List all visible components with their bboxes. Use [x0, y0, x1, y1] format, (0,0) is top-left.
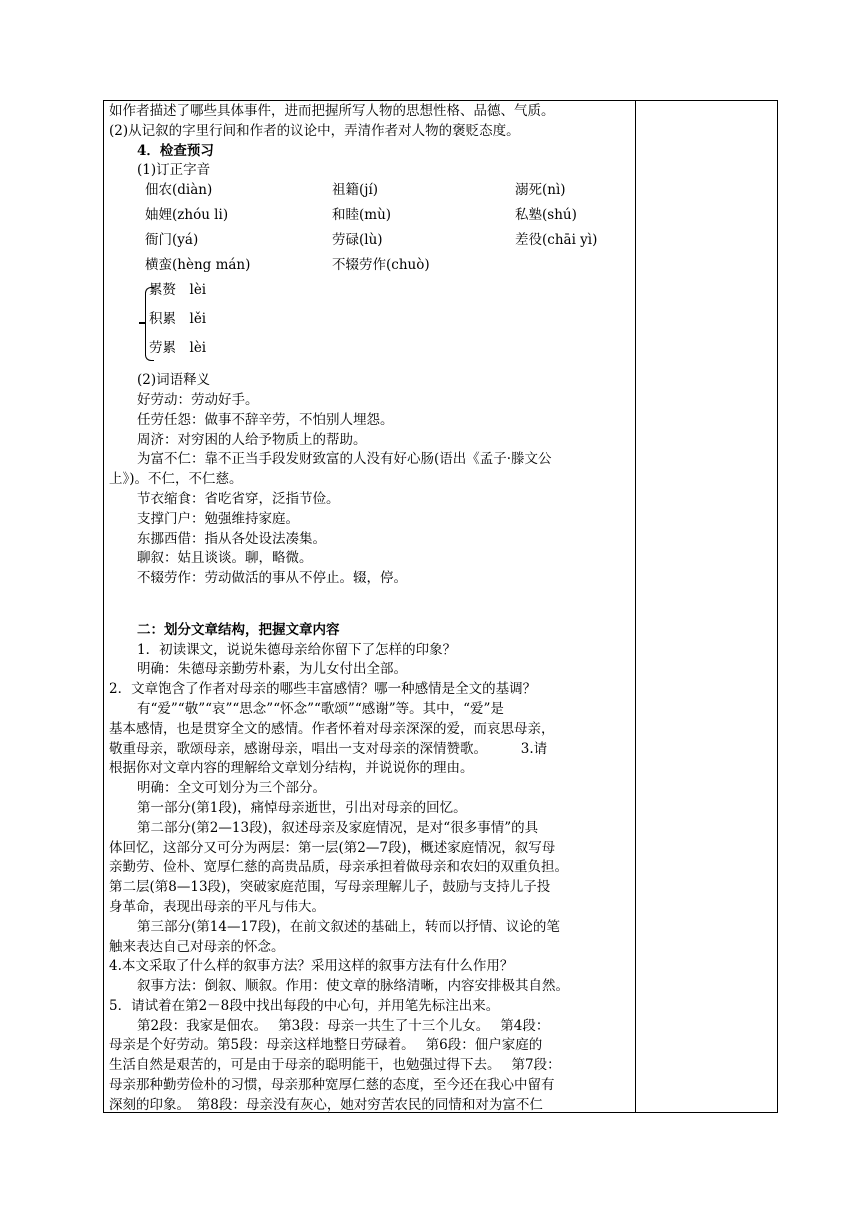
definition: 聊叙：姑且谈谈。聊，略微。 — [137, 550, 313, 567]
definition: 东挪西借：指从各处设法凑集。 — [137, 530, 326, 547]
text-line: 母亲是个好劳动。第5段：母亲这样地整日劳碌着。 第6段：佃户家庭的 — [109, 1037, 543, 1054]
pinyin-row — [109, 231, 629, 256]
polyphone-item: 积累 lěi — [149, 311, 207, 328]
text-line: (2)从记叙的字里行间和作者的议论中，弄清作者对人物的褒贬态度。 — [109, 122, 520, 139]
text-line: 4.本文采取了什么样的叙事方法？采用这样的叙事方法有什么作用？ — [109, 958, 514, 975]
polyphone-group — [109, 281, 629, 371]
text-line: 基本感情，也是贯穿全文的感情。作者怀着对母亲深深的爱，而哀思母亲， — [109, 720, 555, 737]
text-line: 母亲那种勤劳俭朴的习惯，母亲那种宽厚仁慈的态度，至今还在我心中留有 — [109, 1077, 555, 1094]
pinyin-row — [109, 206, 629, 231]
definition: 好劳动：劳动好手。 — [137, 391, 259, 408]
table-column-divider — [635, 100, 636, 1113]
pinyin-row — [109, 181, 629, 206]
pinyin-item: 祖籍(jí) — [332, 182, 379, 199]
definition: 任劳任怨：做事不辞辛劳，不怕别人埋怨。 — [137, 411, 394, 428]
subheading: (1)订正字音 — [137, 162, 211, 179]
text-line: 第一部分(第1段)，痛悼母亲逝世，引出对母亲的回忆。 — [137, 799, 467, 816]
section-heading: 4．检查预习 — [137, 142, 214, 159]
definition: 周济：对穷困的人给予物质上的帮助。 — [137, 431, 367, 448]
pinyin-item: 佃农(diàn) — [145, 182, 213, 199]
text-line: 亲勤劳、俭朴、宽厚仁慈的高贵品质，母亲承担着做母亲和农妇的双重负担。 — [109, 859, 568, 876]
text-line: 叙事方法：倒叙、顺叙。作用：使文章的脉络清晰，内容安排极其自然。 — [137, 978, 569, 995]
text-line: 第三部分(第14—17段)，在前文叙述的基础上，转而以抒情、议论的笔 — [137, 918, 560, 935]
pinyin-item: 劳碌(lù) — [332, 232, 383, 249]
text-line: 根据你对文章内容的理解给文章划分结构，并说说你的理由。 — [109, 760, 474, 777]
pinyin-item: 差役(chāi yì) — [515, 232, 598, 249]
section-heading: 二：划分文章结构，把握文章内容 — [137, 621, 340, 638]
pinyin-item: 妯娌(zhóu li) — [145, 207, 229, 224]
subheading: (2)词语释义 — [137, 372, 211, 389]
pinyin-item: 衙门(yá) — [145, 232, 199, 249]
text-line: 有“爱”“敬”“哀”“思念”“怀念”“歌颂”“感谢”等。其中，“爱”是 — [137, 700, 504, 717]
text-line: 5．请试着在第2－8段中找出每段的中心句，并用笔先标注出来。 — [109, 997, 500, 1014]
pinyin-item: 不辍劳作(chuò) — [332, 257, 430, 274]
pinyin-item: 私塾(shú) — [515, 207, 577, 224]
definition-continued: 上》)。不仁，不仁慈。 — [109, 471, 243, 488]
definition: 为富不仁：靠不正当手段发财致富的人没有好心肠(语出《孟子·滕文公 — [137, 451, 552, 468]
definition: 节衣缩食：省吃省穿，泛指节俭。 — [137, 490, 340, 507]
text-line: 深刻的印象。 第8段：母亲没有灰心，她对穷苦农民的同情和对为富不仁 — [109, 1096, 543, 1113]
text-line: 1．初读课文，说说朱德母亲给你留下了怎样的印象？ — [137, 641, 457, 658]
pinyin-row — [109, 256, 629, 281]
text-line: 明确：朱德母亲勤劳朴素，为儿女付出全部。 — [137, 661, 407, 678]
text-line: 第二部分(第2—13段)，叙述母亲及家庭情况，是对“很多事情”的具 — [137, 819, 539, 836]
text-line: 如作者描述了哪些具体事件，进而把握所写人物的思想性格、品德、气质。 — [109, 103, 555, 119]
polyphone-item: 累赘 lèi — [149, 282, 207, 299]
text-line: 体回忆，这部分又可分为两层：第一层(第2—7段)，概述家庭情况，叙写母 — [109, 839, 556, 856]
text-line: 生活自然是艰苦的，可是由于母亲的聪明能干，也勉强过得下去。 第7段： — [109, 1057, 561, 1074]
text-line: 身革命，表现出母亲的平凡与伟大。 — [109, 898, 325, 915]
pinyin-item: 和睦(mù) — [332, 207, 392, 224]
main-cell — [109, 102, 629, 1116]
definition: 不辍劳作：劳动做活的事从不停止。辍，停。 — [137, 570, 407, 587]
text-line: 第2段：我家是佃农。 第3段：母亲一共生了十三个儿女。 第4段： — [137, 1017, 550, 1034]
pinyin-item: 溺死(nì) — [515, 182, 566, 199]
text-line: 2．文章饱含了作者对母亲的哪些丰富感情？哪一种感情是全文的基调？ — [109, 681, 537, 698]
pinyin-item: 横蛮(hèng mán) — [145, 257, 251, 274]
part2-body — [109, 641, 629, 1116]
text-line: 第二层(第8—13段)，突破家庭范围，写母亲理解儿子，鼓励与支持儿子投 — [109, 879, 551, 896]
definition: 支撑门户：勉强维持家庭。 — [137, 510, 299, 527]
polyphone-item: 劳累 lèi — [149, 340, 207, 357]
text-line: 敬重母亲，歌颂母亲，感谢母亲，唱出一支对母亲的深情赞歌。 3.请 — [109, 740, 548, 757]
text-line: 明确：全文可划分为三个部分。 — [137, 780, 326, 797]
text-line: 触来表达自己对母亲的怀念。 — [109, 938, 285, 955]
